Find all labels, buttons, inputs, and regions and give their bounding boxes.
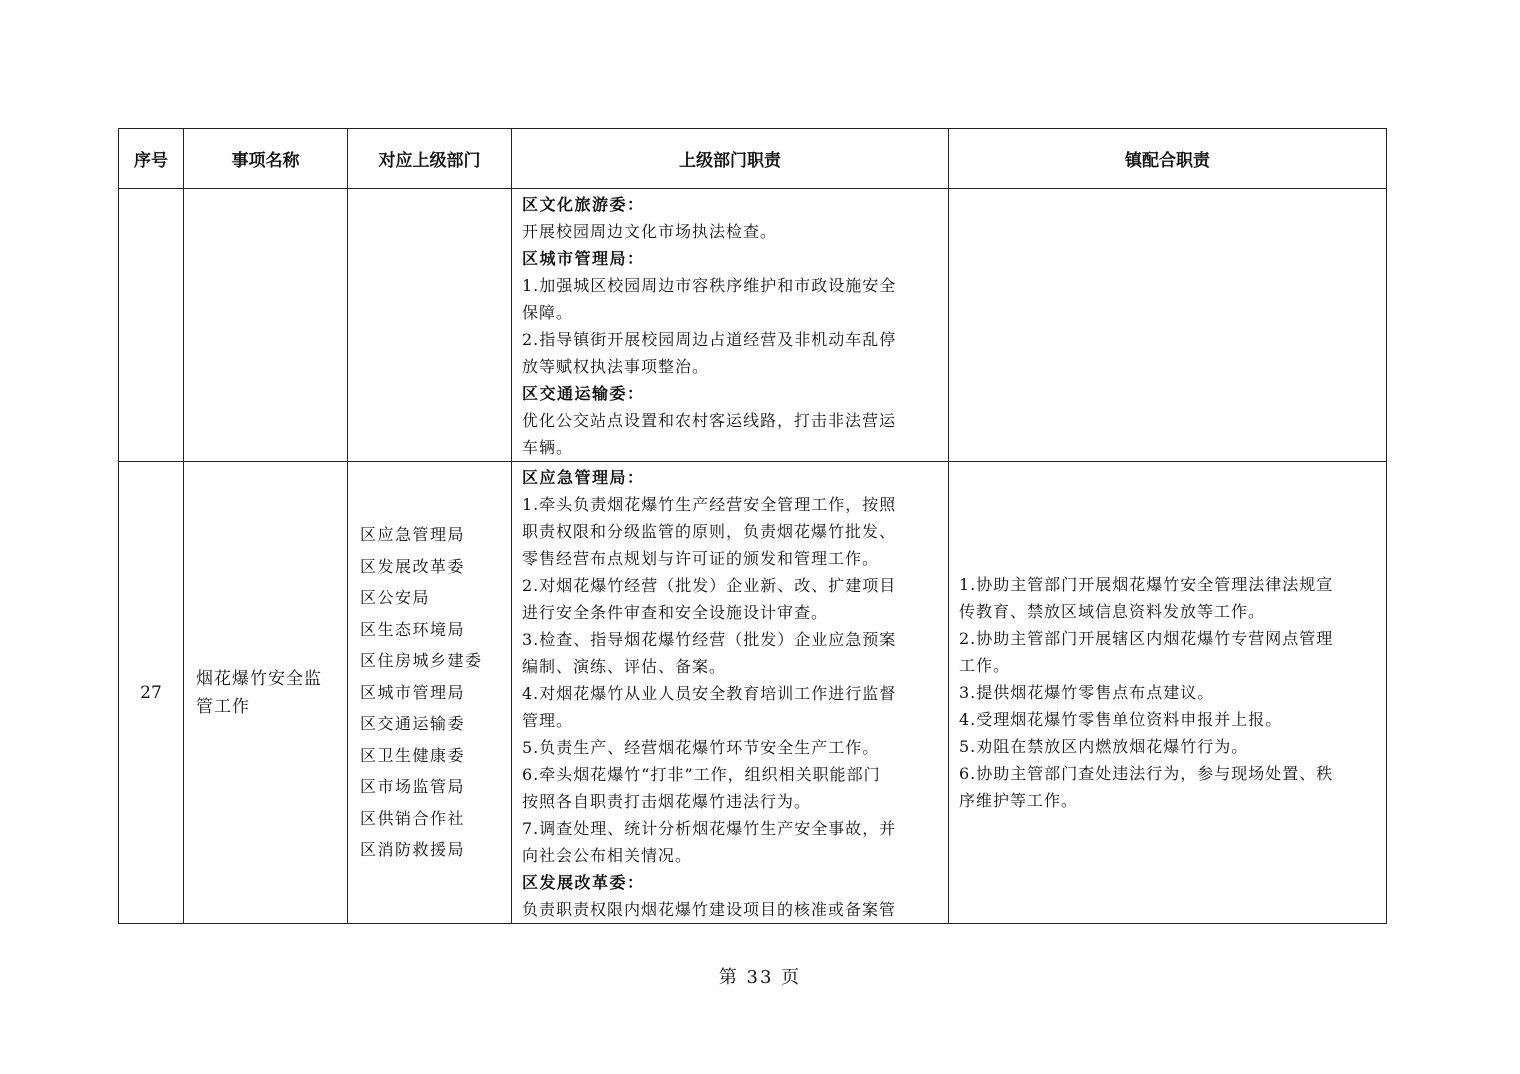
duty-table [118,128,1387,924]
department-heading: 区应急管理局： [522,468,645,487]
town-duty-line: 4.受理烟花爆竹零售单位资料申报并上报。 [959,710,1283,729]
duty-line: 进行安全条件审查和安全设施设计审查。 [522,603,829,622]
header-row [119,129,1387,189]
department-heading: 区文化旅游委： [522,195,645,214]
department-item: 区市场监管局 [360,777,466,797]
duty-line: 优化公交站点设置和农村客运线路，打击非法营运 [522,411,897,430]
duty-line: 放等赋权执法事项整治。 [522,357,710,376]
town-duty-cell [949,462,1387,924]
department-item: 区发展改革委 [360,556,466,576]
department-cell [348,189,512,462]
duty-line: 4.对烟花爆竹从业人员安全教育培训工作进行监督 [522,684,897,703]
department-item: 区应急管理局 [360,525,466,545]
department-list [348,519,511,866]
department-item: 区住房城乡建委 [360,651,483,671]
header-item-name: 事项名称 [184,129,348,189]
duty-line: 零售经营布点规划与许可证的颁发和管理工作。 [522,549,880,568]
town-duty-line: 1.协助主管部门开展烟花爆竹安全管理法律法规宣 [959,575,1334,594]
department-heading: 区城市管理局： [522,249,645,268]
upper-duty-cell [512,189,949,462]
duty-line: 7.调查处理、统计分析烟花爆竹生产安全事故，并 [522,819,897,838]
upper-duty-cell [512,462,949,924]
number-cell [119,189,184,462]
duty-line: 6.牵头烟花爆竹“打非”工作，组织相关职能部门 [522,765,881,784]
department-heading: 区发展改革委： [522,873,645,892]
duty-line: 开展校园周边文化市场执法检查。 [522,222,778,241]
department-item: 区消防救援局 [360,840,466,860]
number-cell: 27 [119,462,184,924]
table-row [119,189,1387,462]
department-item: 区卫生健康委 [360,745,466,765]
duty-line: 1.牵头负责烟花爆竹生产经营安全管理工作，按照 [522,495,897,514]
department-item: 区供销合作社 [360,808,466,828]
town-duty-line: 3.提供烟花爆竹零售点布点建议。 [959,683,1215,702]
item-name-line: 管工作 [196,696,250,717]
duty-line: 编制、演练、评估、备案。 [522,657,727,676]
duty-line: 管理。 [522,711,574,730]
town-duty-cell [949,189,1387,462]
item-name-line: 烟花爆竹安全监 [196,668,322,689]
upper-duty-text [512,189,948,461]
item-name-cell [184,189,348,462]
duty-line: 负责职责权限内烟花爆竹建设项目的核准或备案管 [522,900,897,919]
header-upper-dept: 对应上级部门 [348,129,512,189]
duty-line: 车辆。 [522,438,574,457]
duty-line: 保障。 [522,303,574,322]
town-duty-text [949,571,1386,814]
department-item: 区生态环境局 [360,619,466,639]
header-town-duty: 镇配合职责 [949,129,1387,189]
duty-line: 职责权限和分级监管的原则，负责烟花爆竹批发、 [522,522,897,541]
duty-line: 2.指导镇街开展校园周边占道经营及非机动车乱停 [522,330,897,349]
department-item: 区城市管理局 [360,682,466,702]
town-duty-line: 工作。 [959,656,1011,675]
duty-line: 3.检查、指导烟花爆竹经营（批发）企业应急预案 [522,630,897,649]
header-upper-duty: 上级部门职责 [512,129,949,189]
upper-duty-text [512,462,948,923]
town-duty-line: 5.劝阻在禁放区内燃放烟花爆竹行为。 [959,737,1249,756]
duty-line: 5.负责生产、经营烟花爆竹环节安全生产工作。 [522,738,880,757]
duty-line: 按照各自职责打击烟花爆竹违法行为。 [522,792,812,811]
department-cell [348,462,512,924]
department-item: 区交通运输委 [360,714,466,734]
town-duty-line: 传教育、禁放区域信息资料发放等工作。 [959,602,1266,621]
town-duty-line: 2.协助主管部门开展辖区内烟花爆竹专营网点管理 [959,629,1334,648]
table-row [119,462,1387,924]
duty-line: 向社会公布相关情况。 [522,846,693,865]
header-number: 序号 [119,129,184,189]
department-item: 区公安局 [360,588,431,608]
town-duty-line: 序维护等工作。 [959,791,1079,810]
page-number: 第 33 页 [718,967,802,988]
duty-line: 1.加强城区校园周边市容秩序维护和市政设施安全 [522,276,897,295]
town-duty-line: 6.协助主管部门查处违法行为，参与现场处置、秩 [959,764,1334,783]
duty-line: 2.对烟花爆竹经营（批发）企业新、改、扩建项目 [522,576,897,595]
item-name-cell [184,462,348,924]
department-heading: 区交通运输委： [522,384,645,403]
item-name-text [184,665,347,721]
